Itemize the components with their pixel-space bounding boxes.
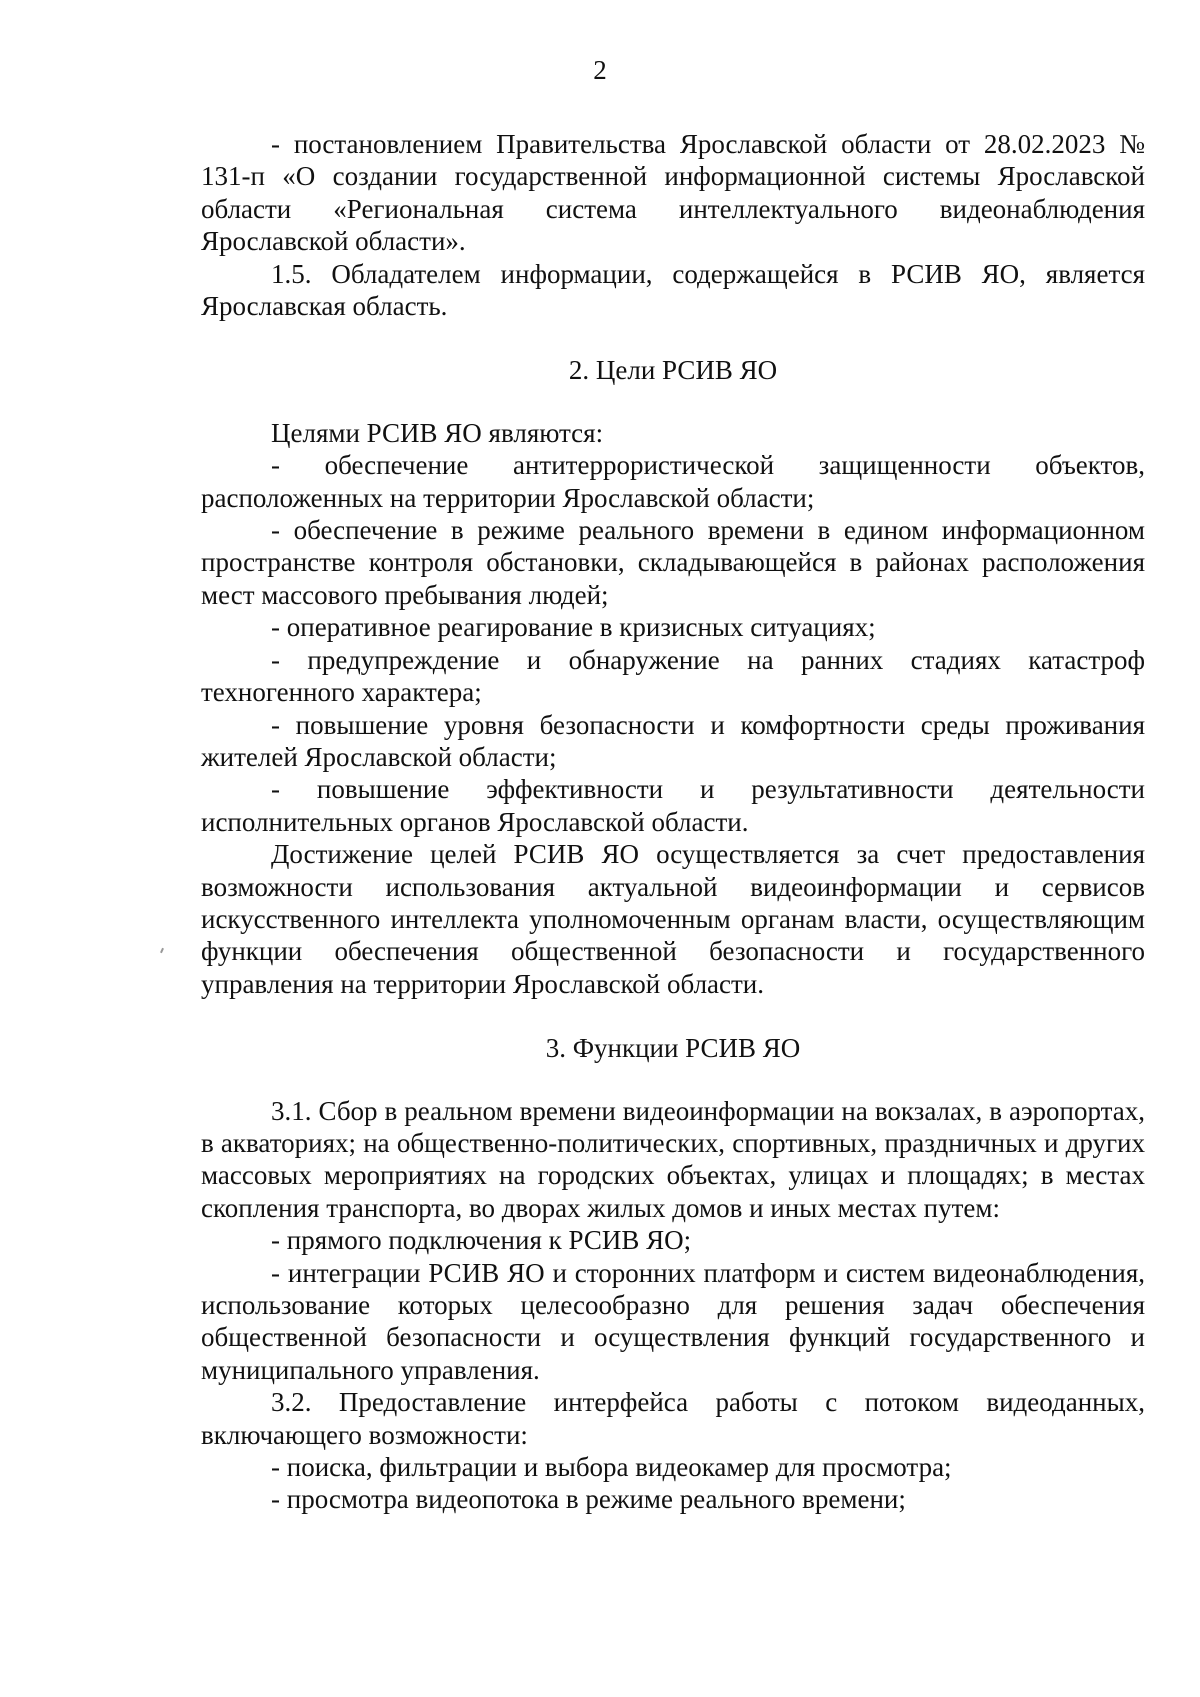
goal-item: - обеспечение в режиме реального времени в едином информационном пространстве контроля обстановки, складывающейся в районах расположения мест массового пребывания людей; [201, 515, 1145, 610]
page-number: 2 [593, 55, 607, 85]
goal-item: - предупреждение и обнаружение на ранних стадиях катастроф техногенного характера; [201, 644, 1145, 708]
paragraph-resolution-reference: - постановлением Правительства Ярославской области от 28.02.2023 № 131-п «О создании государственной информационной системы Ярославской области «Региональная система интеллектуального видеонаблюдения Ярославской области». [201, 129, 1145, 257]
function-item: - прямого подключения к РСИВ ЯО; [271, 1225, 692, 1256]
paragraph-1-5-information-owner: 1.5. Обладателем информации, содержащейся в РСИВ ЯО, является Ярославская область. [201, 258, 1145, 322]
goal-item: - повышение уровня безопасности и комфортности среды проживания жителей Ярославской области; [201, 709, 1145, 772]
goal-item: - оперативное реагирование в кризисных ситуациях; [271, 612, 876, 643]
goal-item: - повышение эффективности и результативности деятельности исполнительных органов Ярославской области. [201, 774, 1145, 837]
section-2-heading: 2. Цели РСИВ ЯО [568, 355, 778, 386]
paragraph-3-2: 3.2. Предоставление интерфейса работы с потоком видеоданных, включающего возможности: [201, 1387, 1145, 1450]
section-2-intro: Целями РСИВ ЯО являются: [271, 417, 604, 448]
section-2-conclusion: Достижение целей РСИВ ЯО осуществляется за счет предоставления возможности использования актуальной видеоинформации и сервисов искусственного интеллекта уполномоченным органам власти, осуществляющим функции обеспечения общественной безопасности и государственного управления на территории Ярославской области. [201, 839, 1145, 999]
function-item: - интеграции РСИВ ЯО и сторонних платформ и систем видеонаблюдения, использование которых целесообразно для решения задач обеспечения общественной безопасности и осуществления функций государственного и муниципального управления. [201, 1257, 1145, 1385]
document-body [201, 128, 1145, 1516]
section-3-heading: 3. Функции РСИВ ЯО [545, 1033, 801, 1064]
paragraph-3-1: 3.1. Сбор в реальном времени видеоинформации на вокзалах, в аэропортах, в акваториях; на общественно-политических, спортивных, праздничных и других массовых мероприятиях на городских объектах, улицах и площадях; в местах скопления транспорта, во дворах жилых домов и иных местах путем: [201, 1095, 1145, 1223]
function-item: - поиска, фильтрации и выбора видеокамер для просмотра; [271, 1452, 952, 1483]
scan-artifact-mark [160, 948, 164, 953]
function-item: - просмотра видеопотока в режиме реального времени; [271, 1484, 906, 1515]
goal-item: - обеспечение антитеррористической защищенности объектов, расположенных на территории Ярославской области; [201, 450, 1145, 513]
